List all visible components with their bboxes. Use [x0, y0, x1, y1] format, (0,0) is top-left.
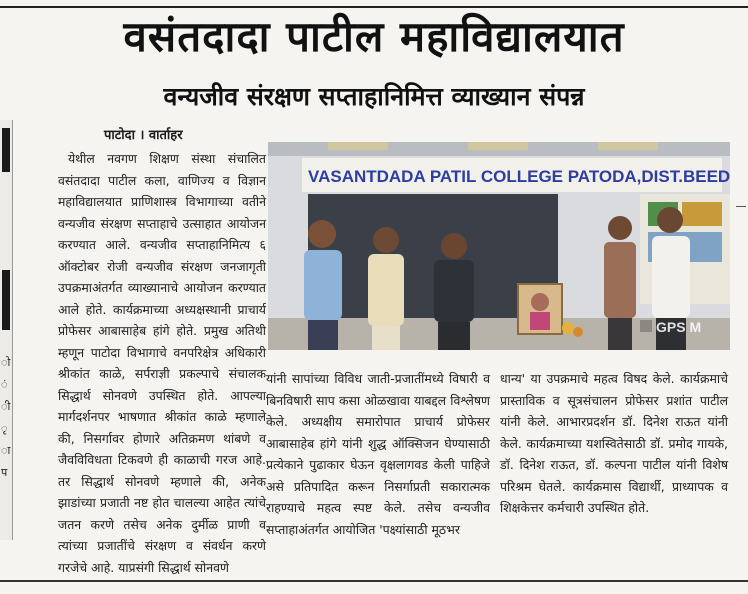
article-paragraph: येथील नवगण शिक्षण संस्था संचालित वसंतदादा पाटील कला, वाणिज्य व विज्ञान महाविद्यालयात प्राणिशास्त्र विभागाच्या वतीने वन्यजीव संरक्षण सप्ताहाचे उत्साहात आयोजन करण्यात आले. वन्यजीव सप्ताहानिमित्य ६ ऑक्टोबर रोजी वन्यजीव संरक्षण जनजागृती उपक्रमाअंतर्गत व्याख्यानाचे आयोजन करण्यात आले होते. कार्यक्रमाच्या अध्यक्षस्थानी प्राचार्य प्रोफेसर आबासाहेब हांगे होते. प्रमुख अतिथी म्हणून पाटोदा विभागाचे वनपरिक्षेत्र अधिकारी श्रीकांत काळे, सर्पराज्ञी प्रकल्पाचे संचालक सिद्धार्थ सोनवणे उपस्थित होते. आपल्या मार्गदर्शनपर भाषणात श्रीकांत काळे म्हणाले की, निसर्गावर होणारे अतिक्रमण थांबणे व जैवविविधता टिकवणे ही काळाची गरज आहे. तर सिद्धार्थ सोनवणे म्हणाले की, अनेक झाडांच्या प्रजाती नष्ट होत चालल्या आहेत त्यांचे जतन करणे तसेच अनेक दुर्मीळ प्राणी व त्यांच्या प्रजातींचे संरक्षण व संवर्धन करणे गरजेचे आहे. याप्रसंगी सिद्धार्थ सोनवणे — [58, 151, 266, 575]
event-photo-illustration — [268, 142, 730, 350]
byline: पाटोदा । वार्ताहर — [104, 128, 183, 143]
article-column-3 — [500, 368, 728, 519]
article-column-2 — [266, 368, 490, 540]
adjacent-column-mark — [736, 206, 746, 207]
bottom-rule — [0, 580, 748, 582]
edge-letter: ी — [1, 400, 11, 413]
edge-dark-block — [2, 270, 10, 330]
event-photo — [268, 142, 730, 350]
edge-letter: ो — [1, 356, 11, 369]
edge-letter: ृ — [1, 422, 8, 435]
edge-letter: ं — [1, 378, 8, 391]
top-rule — [0, 6, 748, 8]
banner-text: VASANTDADA PATIL COLLEGE PATODA,DIST.BEED — [308, 167, 730, 186]
headline: वसंतदादा पाटील महाविद्यालयात — [123, 12, 625, 61]
article-paragraph: धान्य' या उपक्रमाचे महत्व विषद केले. कार्यक्रमाचे प्रास्ताविक व सूत्रसंचालन प्रोफेसर प्रशांत पाटील यांनी केले. आभारप्रदर्शन डॉ. दिनेश राऊत यांनी केले. कार्यक्रमाच्या यशस्वितेसाठी डॉ. प्रमोद गायके, डॉ. दिनेश राऊत, डॉ. कल्पना पाटील यांनी विशेष परिश्रम घेतले. कार्यक्रमास विद्यार्थी, प्राध्यापक व शिक्षकेत्तर कर्मचारी उपस्थित होते. — [500, 371, 728, 515]
subheadline: वन्यजीव संरक्षण सप्ताहानिमित्त व्याख्यान संपन्न — [163, 82, 585, 111]
edge-letter: प — [1, 466, 8, 479]
adjacent-article-edge — [0, 120, 13, 540]
article-column-1 — [58, 148, 266, 578]
photo-watermark: GPS M — [656, 319, 702, 335]
edge-letter: ा — [1, 444, 11, 457]
article-paragraph: यांनी सापांच्या विविध जाती-प्रजातींमध्ये विषारी व बिनविषारी साप कसा ओळखावा याबद्दल विश्लेषण केले. अध्यक्षीय समारोपात प्राचार्य प्रोफेसर आबासाहेब हांगे यांनी शुद्ध ऑक्सिजन घेण्यासाठी प्रत्येकाने पुढाकार घेऊन वृक्षलागवड केली पाहिजे असे प्रतिपादित करून निसर्गाप्रती सकारात्मक राहण्याचे महत्व स्पष्ट केले. तसेच वन्यजीव सप्ताहाअंतर्गत आयोजित 'पक्ष्यांसाठी मूठभर — [266, 371, 490, 537]
edge-dark-block — [2, 128, 10, 172]
